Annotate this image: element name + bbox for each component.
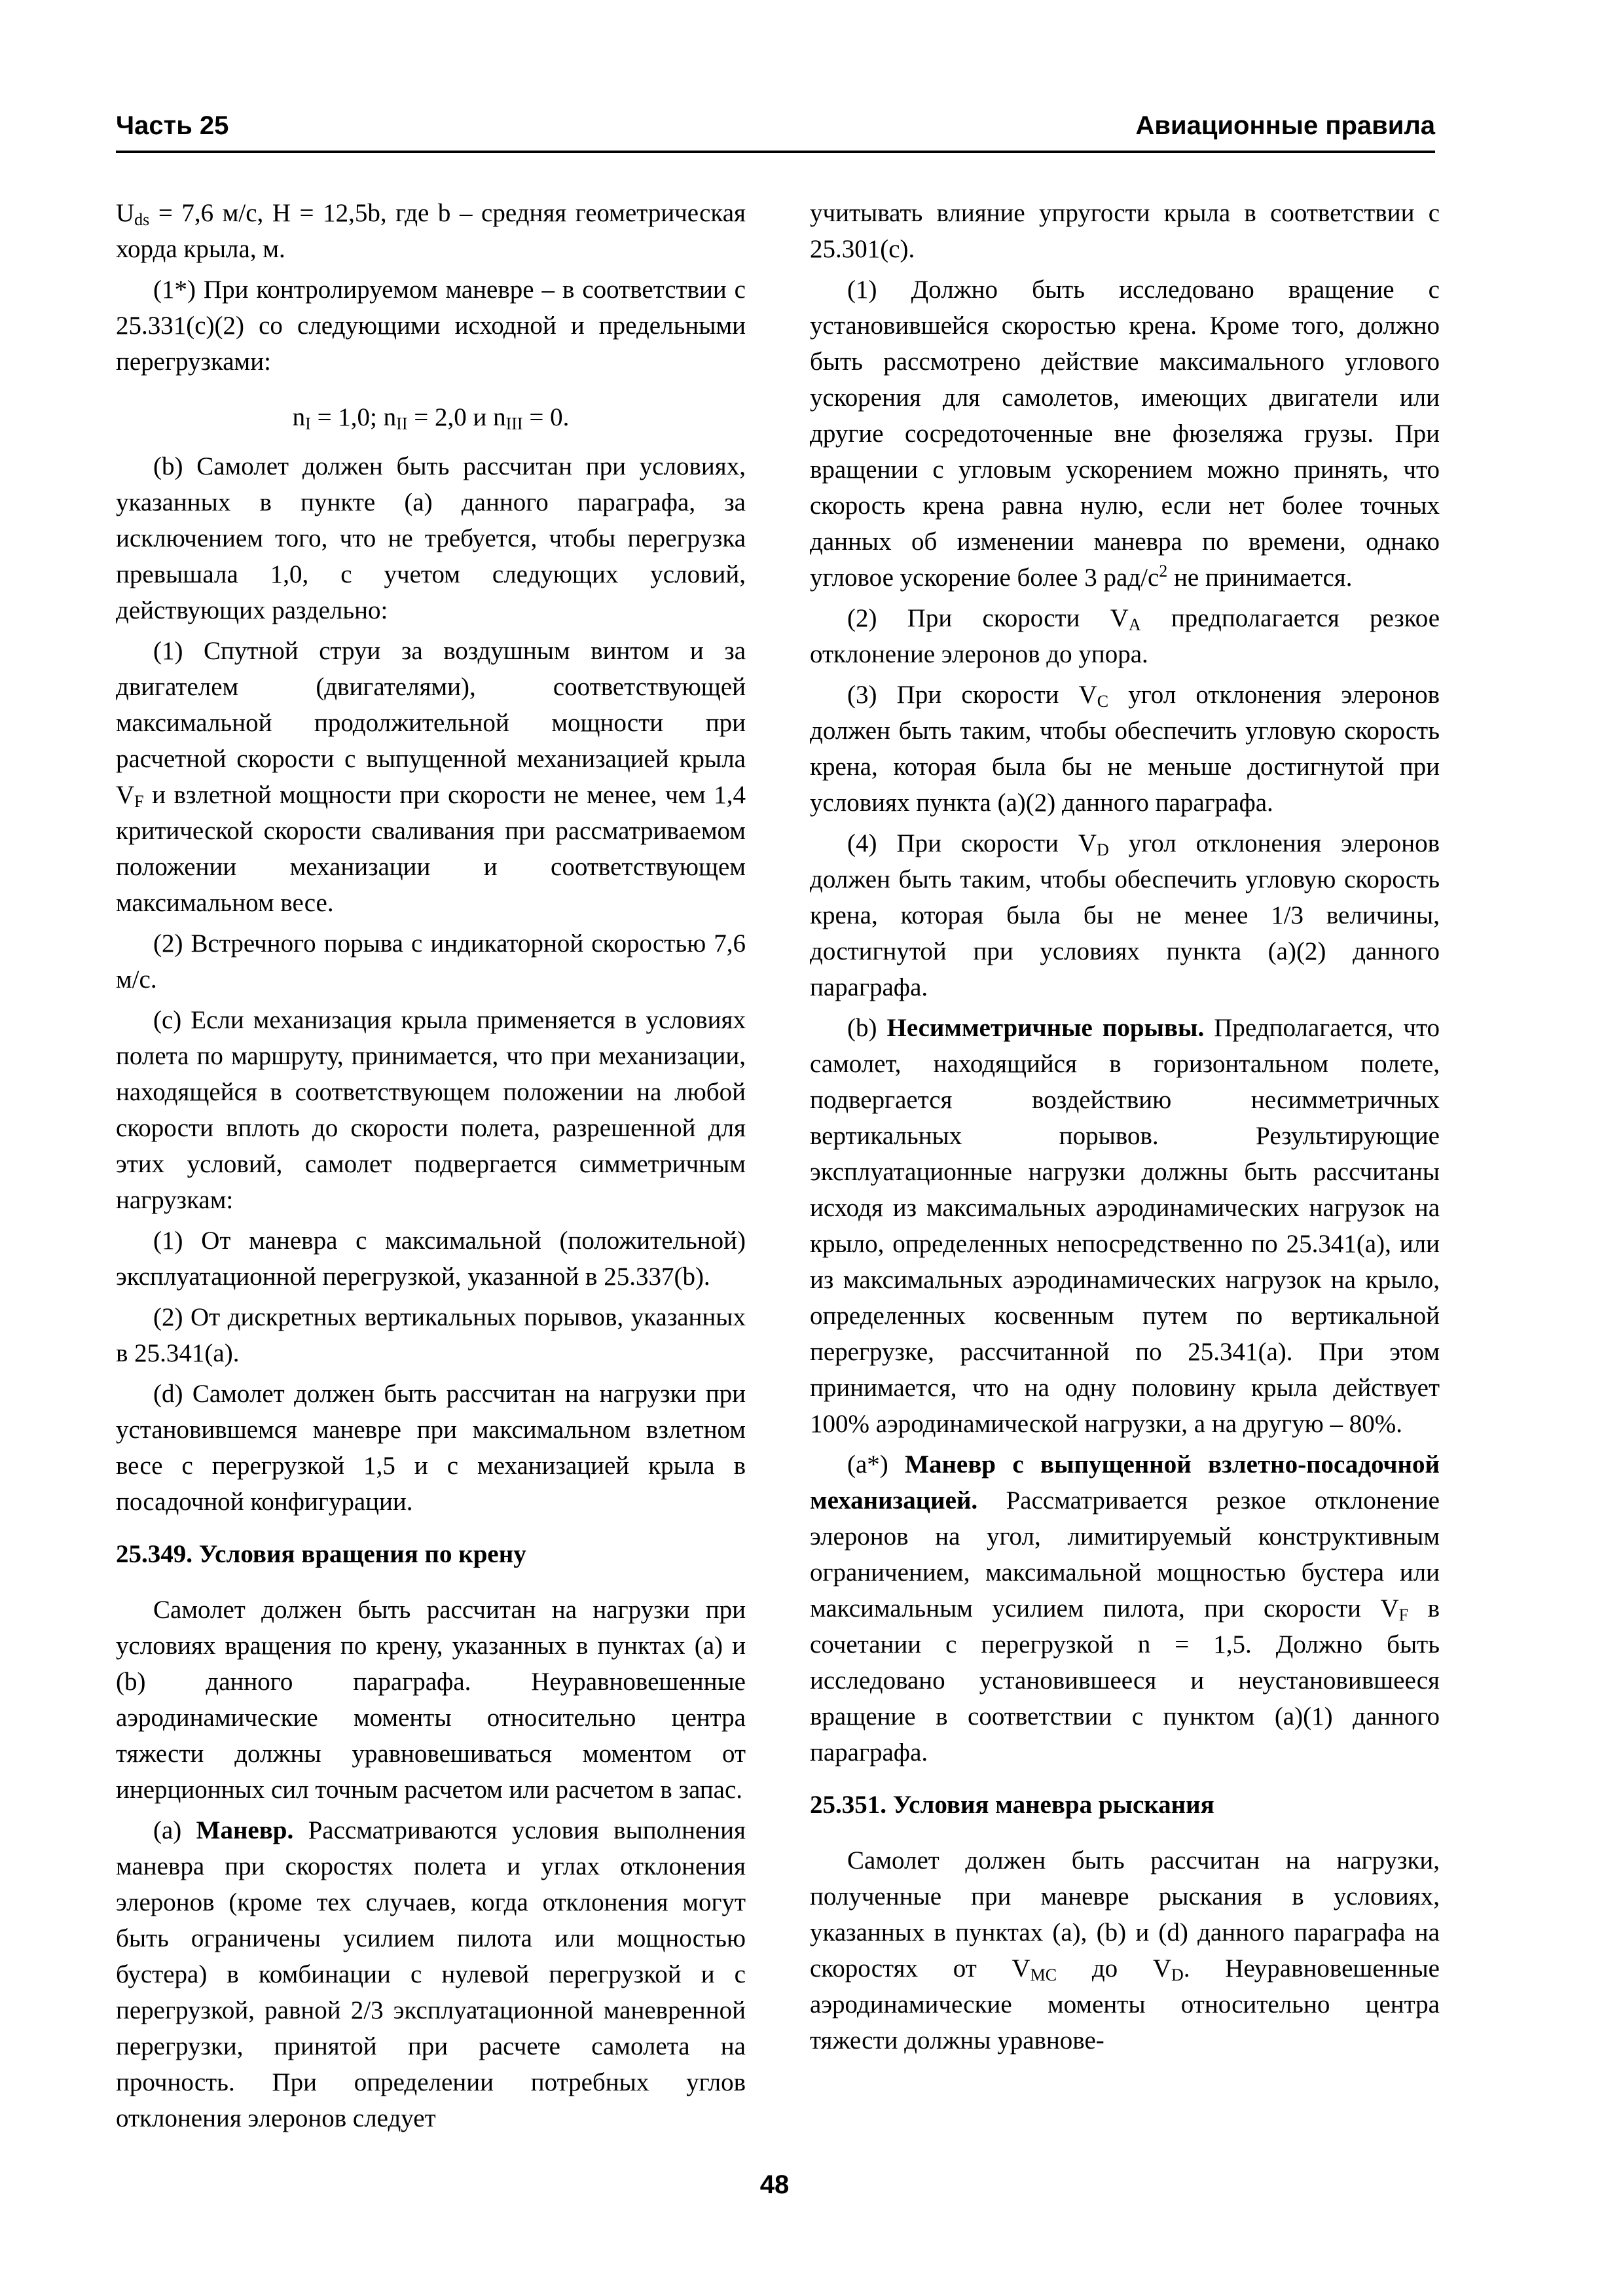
paragraph: (2) При скорости $V_A$ предполагается резкое отклонение элеронов до упора.	[810, 604, 1440, 668]
paragraph: (1) Спутной струи за воздушным винтом и за двигателем (двигателями), соответствующей максимальной продолжительной мощности при расчетной скорости с выпущенной механизацией крыла $V_F$ и взлетной мощности при скорости не менее, чем 1,4 критической скорости сваливания при рассматриваемом положении механизации и соответствующем максимальном весе.	[116, 637, 746, 917]
page-number: 48	[759, 2170, 790, 2199]
section-heading-25-351: 25.351. Условия маневра рыскания	[810, 1791, 1214, 1819]
right-column	[810, 195, 1440, 2063]
paragraph: (2) От дискретных вертикальных порывов, указанных в 25.341(а).	[116, 1303, 746, 1367]
paragraph: (c) Если механизация крыла применяется в условиях полета по маршруту, принимается, что при механизации, находящейся в соответствующем положении на любой скорости вплоть до скорости полета, разрешенной для этих условий, самолет подвергается симметричным нагрузкам:	[116, 1006, 746, 1214]
paragraph: учитывать влияние упругости крыла в соответствии с 25.301(c).	[810, 199, 1440, 263]
paragraph: (1) От маневра с максимальной (положительной) эксплуатационной перегрузкой, указанной в 25.337(b).	[116, 1227, 746, 1291]
running-header-part: Часть 25	[116, 111, 229, 140]
paragraph: $U_{ds} = 7,6$ м/с, H = 12,5b, где b – средняя геометрическая хорда крыла, м.	[116, 199, 746, 263]
paragraph: (d) Самолет должен быть рассчитан на нагрузки при установившемся маневре при максимальном взлетном весе с перегрузкой 1,5 и с механизацией крыла в посадочной конфигурации.	[116, 1380, 746, 1516]
paragraph: (4) При скорости $V_D$ угол отклонения элеронов должен быть таким, чтобы обеспечить угловую скорость крена, которая была бы не менее 1/3 величины, достигнутой при условиях пункта (а)(2) данного параграфа.	[810, 829, 1440, 1001]
paragraph: (2) Встречного порыва с индикаторной скоростью 7,6 м/с.	[116, 929, 746, 994]
paragraph: Самолет должен быть рассчитан на нагрузки при условиях вращения по крену, указанных в пунктах (а) и (b) данного параграфа. Неуравновешенные аэродинамические моменты относительно центра тяжести должны уравновешиваться моментом от инерционных сил точным расчетом или расчетом в запас.	[116, 1596, 746, 1804]
section-heading-25-349: 25.349. Условия вращения по крену	[116, 1540, 526, 1568]
running-header-title: Авиационные правила	[1135, 111, 1435, 140]
paragraph: (3) При скорости $V_C$ угол отклонения элеронов должен быть таким, чтобы обеспечить угловую скорость крена, которая была бы не меньше достигнутой при условиях пункта (а)(2) данного параграфа.	[810, 681, 1440, 817]
paragraph: (b) Самолет должен быть рассчитан при условиях, указанных в пункте (а) данного параграфа, за исключением того, что не требуется, чтобы перегрузка превышала 1,0, с учетом следующих условий, действующих раздельно:	[116, 452, 746, 624]
paragraph: (1) Должно быть исследовано вращение с установившейся скоростью крена. Кроме того, должно быть рассмотрено действие максимального углового ускорения для самолетов, имеющих двигатели или другие сосредоточенные вне фюзеляжа грузы. При вращении с угловым ускорением можно принять, что скорость крена равна нулю, если нет более точных данных об изменении маневра по времени, однако угловое ускорение более 3 рад/$с^2$ не принимается.	[810, 276, 1440, 592]
paragraph: (а) Маневр. Рассматриваются условия выполнения маневра при скоростях полета и углах отклонения элеронов (кроме тех случаев, когда отклонения могут быть ограничены усилием пилота или мощностью бустера) в комбинации с нулевой перегрузкой и с перегрузкой, равной 2/3 эксплуатационной маневренной перегрузки, принятой при расчете самолета на прочность. При определении потребных углов отклонения элеронов следует	[116, 1816, 746, 2132]
paragraph: (а*) Маневр с выпущенной взлетно-посадочной механизацией. Рассматривается резкое отклонение элеронов на угол, лимитируемый конструктивным ограничением, максимальной мощностью бустера или максимальным усилием пилота, при скорости $V_F$ в сочетании с перегрузкой n = 1,5. Должно быть исследовано установившееся и неустановившееся вращение в соответствии с пунктом (а)(1) данного параграфа.	[810, 1450, 1440, 1767]
formula: $n_I = 1,0$; $n_{II} = 2,0$ и $n_{III} = 0$.	[292, 403, 570, 433]
header-rule	[116, 151, 1435, 153]
left-column	[116, 195, 746, 2141]
paragraph: (b) Несимметричные порывы. Предполагается, что самолет, находящийся в горизонтальном полете, подвергается воздействию несимметричных вертикальных порывов. Результирующие эксплуатационные нагрузки должны быть рассчитаны исходя из максимальных аэродинамических нагрузок на крыло, определенных непосредственно по 25.341(а), или из максимальных аэродинамических нагрузок на крыло, определенных косвенным путем по вертикальной перегрузке, рассчитанной по 25.341(а). При этом принимается, что на одну половину крыла действует 100% аэродинамической нагрузки, а на другую – 80%.	[810, 1014, 1440, 1438]
paragraph: (1*) При контролируемом маневре – в соответствии с 25.331(c)(2) со следующими исходной и предельными перегрузками:	[116, 276, 746, 376]
paragraph: Самолет должен быть рассчитан на нагрузки, полученные при маневре рыскания в условиях, указанных в пунктах (а), (b) и (d) данного параграфа на скоростях от $V_{MC}$ до $V_D$. Неуравновешенные аэродинамические моменты относительно центра тяжести должны уравнове-	[810, 1846, 1440, 2054]
